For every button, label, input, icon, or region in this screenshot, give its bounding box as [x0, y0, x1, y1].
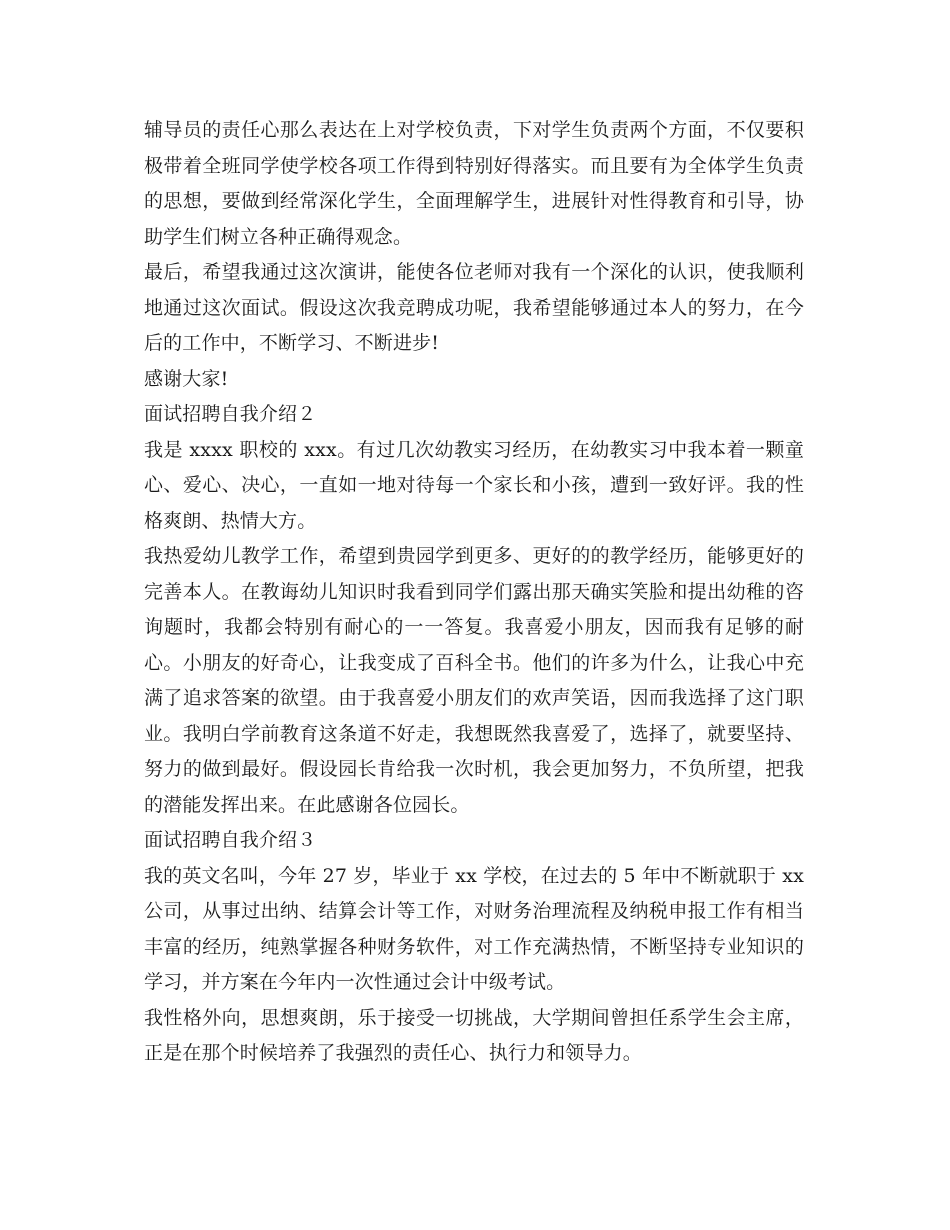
document-body: [144, 113, 804, 1072]
paragraph-counselor-responsibility: 辅导员的责任心那么表达在上对学校负责，下对学生负责两个方面，不仅要积极带着全班同学使学校各项工作得到特别好得落实。而且要有为全体学生负责的思想，要做到经常深化学生，全面理解学生，进展针对性得教育和引导，协助学生们树立各种正确得观念。: [144, 119, 804, 248]
paragraph-love-teaching: 我热爱幼儿教学工作，希望到贵园学到更多、更好的的教学经历，能够更好的完善本人。在教诲幼儿知识时我看到同学们露出那天确实笑脸和提出幼稚的咨询题时，我都会特别有耐心的一一答复。我喜爱小朋友，因而我有足够的耐心。小朋友的好奇心，让我变成了百科全书。他们的许多为什么，让我心中充满了追求答案的欲望。由于我喜爱小朋友们的欢声笑语，因而我选择了这门职业。我明白学前教育这条道不好走，我想既然我喜爱了，选择了，就要坚持、努力的做到最好。假设园长肯给我一次时机，我会更加努力，不负所望，把我的潜能发挥出来。在此感谢各位园长。: [144, 545, 804, 816]
section-heading-intro-3: 面试招聘自我介绍３: [144, 829, 317, 851]
paragraph-thanks: 感谢大家!: [144, 367, 229, 390]
paragraph-personality: 我性格外向，思想爽朗，乐于接受一切挑战，大学期间曾担任系学生会主席，正是在那个时候培养了我强烈的责任心、执行力和领导力。: [144, 1006, 804, 1064]
section-heading-intro-2: 面试招聘自我介绍２: [144, 403, 317, 425]
paragraph-accounting-experience: 我的英文名叫，今年 27 岁，毕业于 xx 学校，在过去的 5 年中不断就职于 xx 公司，从事过出纳、结算会计等工作，对财务治理流程及纳税申报工作有相当丰富的经历，纯熟掌握各种财务软件，对工作充满热情，不断坚持专业知识的学习，并方案在今年内一次性通过会计中级考试。: [144, 864, 804, 993]
paragraph-closing-hope: 最后，希望我通过这次演讲，能使各位老师对我有一个深化的认识，使我顺利地通过这次面试。假设这次我竞聘成功呢，我希望能够通过本人的努力，在今后的工作中，不断学习、不断进步!: [144, 261, 804, 354]
paragraph-kindergarten-internship: 我是 xxxx 职校的 xxx。有过几次幼教实习经历，在幼教实习中我本着一颗童心、爱心、决心，一直如一地对待每一个家长和小孩，遭到一致好评。我的性格爽朗、热情大方。: [144, 438, 804, 532]
